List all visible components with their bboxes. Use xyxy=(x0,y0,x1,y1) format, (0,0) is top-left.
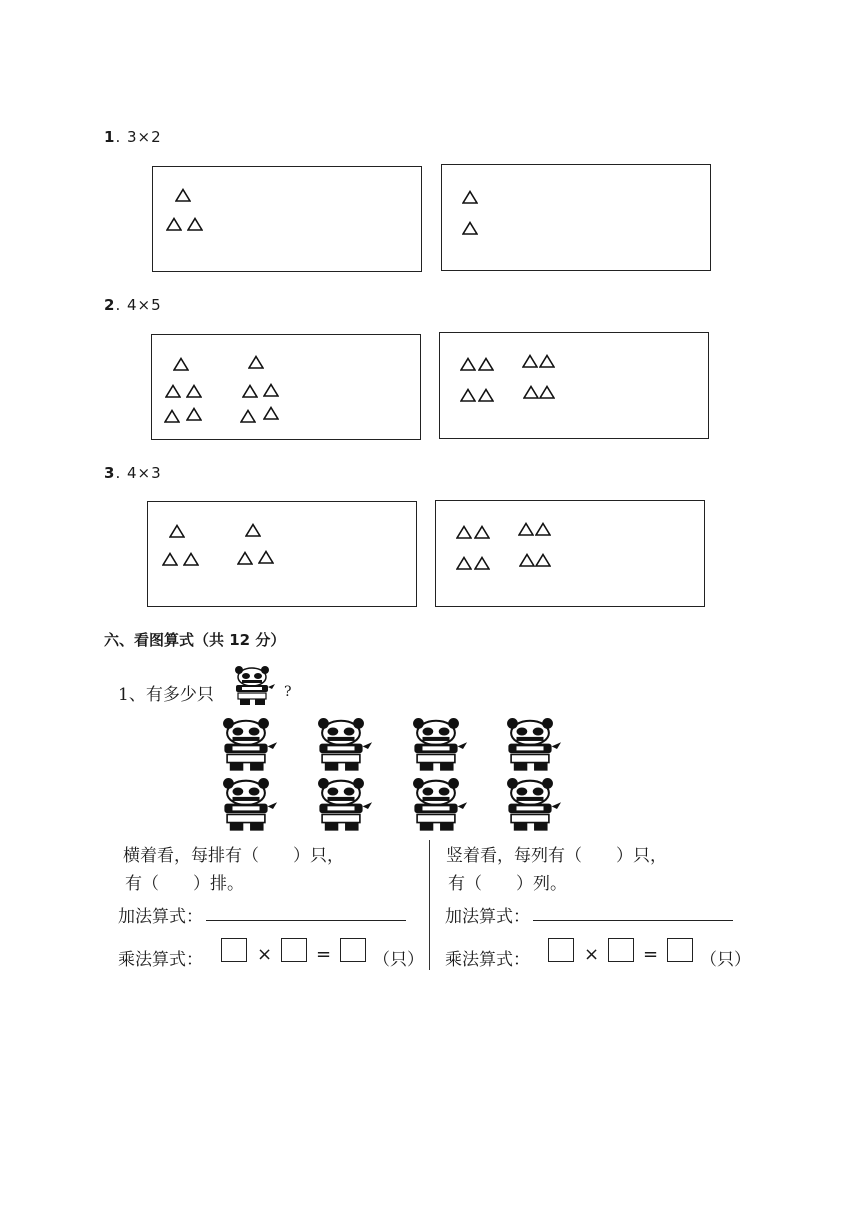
problem-1-label: 1. 3×2 xyxy=(104,128,162,146)
panda-icon xyxy=(213,778,279,832)
triangle-icon xyxy=(183,552,199,566)
triangle-icon xyxy=(258,550,274,564)
panda-icon xyxy=(308,718,374,772)
triangle-icon xyxy=(248,355,264,369)
right-times-sign: × xyxy=(584,944,600,965)
section-title: 六、看图算式（共 12 分） xyxy=(104,631,286,649)
panda-icon xyxy=(213,718,279,772)
triangle-icon xyxy=(522,354,538,368)
triangle-icon xyxy=(523,385,539,399)
problem-3-right-box xyxy=(435,500,705,607)
triangle-icon xyxy=(173,357,189,371)
triangle-icon xyxy=(164,409,180,423)
right-add-label: 加法算式： xyxy=(445,907,530,927)
left-equals-sign: = xyxy=(316,944,332,965)
left-factor-2-box[interactable] xyxy=(281,938,307,962)
right-col-count: 有（ ）列。 xyxy=(448,874,567,894)
triangle-icon xyxy=(539,354,555,368)
triangle-icon xyxy=(186,407,202,421)
right-product-box[interactable] xyxy=(667,938,693,962)
left-add-answer-line[interactable] xyxy=(206,920,406,921)
triangle-icon xyxy=(169,524,185,538)
panda-icon xyxy=(403,778,469,832)
triangle-icon xyxy=(519,553,535,567)
left-factor-1-box[interactable] xyxy=(221,938,247,962)
triangle-icon xyxy=(162,552,178,566)
triangle-icon xyxy=(462,221,478,235)
left-product-box[interactable] xyxy=(340,938,366,962)
panda-icon xyxy=(308,778,374,832)
triangle-icon xyxy=(474,525,490,539)
left-mul-label: 乘法算式： xyxy=(118,950,203,970)
problem-3-label: 3. 4×3 xyxy=(104,464,162,482)
triangle-icon xyxy=(478,388,494,402)
problem-2-right-box xyxy=(439,332,709,439)
triangle-icon xyxy=(460,357,476,371)
right-add-answer-line[interactable] xyxy=(533,920,733,921)
triangle-icon xyxy=(456,556,472,570)
panda-icon xyxy=(497,718,563,772)
triangle-icon xyxy=(478,357,494,371)
column-divider xyxy=(429,840,430,970)
triangle-icon xyxy=(263,406,279,420)
problem-2-label: 2. 4×5 xyxy=(104,296,162,314)
right-equals-sign: = xyxy=(643,944,659,965)
right-col-question: 竖着看，每列有（ ）只， xyxy=(446,846,667,866)
question-text: 1、有多少只 xyxy=(118,685,214,705)
left-row-question: 横着看，每排有（ ）只， xyxy=(123,846,344,866)
triangle-icon xyxy=(237,551,253,565)
triangle-icon xyxy=(460,388,476,402)
triangle-icon xyxy=(462,190,478,204)
right-factor-1-box[interactable] xyxy=(548,938,574,962)
left-times-sign: × xyxy=(257,944,273,965)
left-unit: （只） xyxy=(373,950,424,970)
problem-1-right-box xyxy=(441,164,711,271)
left-add-label: 加法算式： xyxy=(118,907,203,927)
right-factor-2-box[interactable] xyxy=(608,938,634,962)
triangle-icon xyxy=(535,522,551,536)
panda-icon xyxy=(228,666,276,706)
triangle-icon xyxy=(456,525,472,539)
right-mul-label: 乘法算式： xyxy=(445,950,530,970)
triangle-icon xyxy=(187,217,203,231)
panda-icon xyxy=(497,778,563,832)
right-unit: （只） xyxy=(700,950,751,970)
triangle-icon xyxy=(240,409,256,423)
triangle-icon xyxy=(165,384,181,398)
question-mark: ? xyxy=(284,684,292,700)
triangle-icon xyxy=(518,522,534,536)
left-row-count: 有（ ）排。 xyxy=(125,874,244,894)
panda-icon xyxy=(403,718,469,772)
triangle-icon xyxy=(166,217,182,231)
triangle-icon xyxy=(175,188,191,202)
triangle-icon xyxy=(539,385,555,399)
triangle-icon xyxy=(474,556,490,570)
triangle-icon xyxy=(245,523,261,537)
triangle-icon xyxy=(535,553,551,567)
triangle-icon xyxy=(186,384,202,398)
triangle-icon xyxy=(263,383,279,397)
triangle-icon xyxy=(242,384,258,398)
